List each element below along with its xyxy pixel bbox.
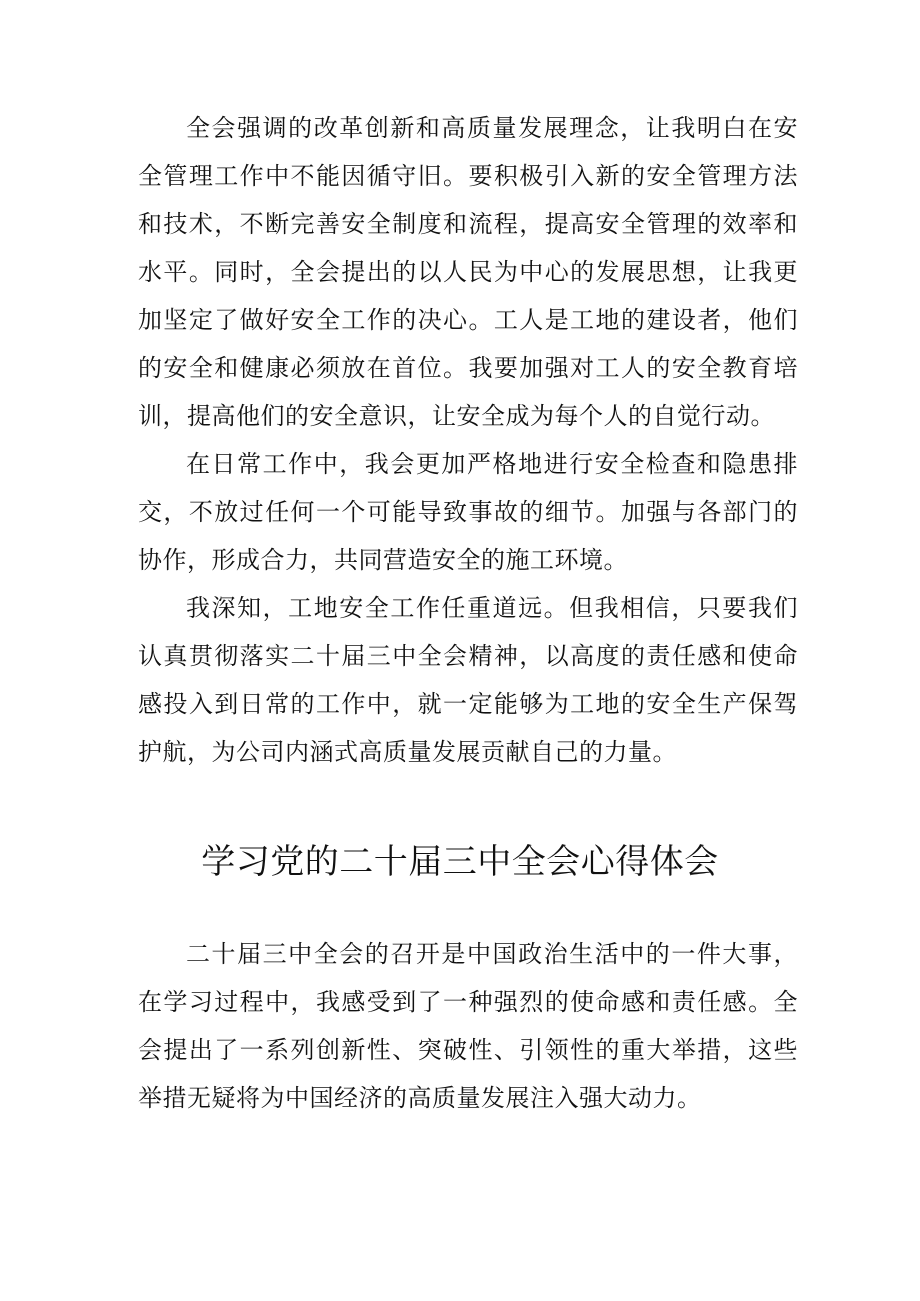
paragraph-plenum-significance: 二十届三中全会的召开是中国政治生活中的一件大事，在学习过程中，我感受到了一种强烈的使命感和责任感。全会提出了一系列创新性、突破性、引领性的重大举措，这些举措无疑将为中国经济的高质量发展注入强大动力。 xyxy=(138,940,798,1112)
top-text-block xyxy=(138,104,798,776)
paragraph-conclusion: 我深知，工地安全工作任重道远。但我相信，只要我们认真贯彻落实二十届三中全会精神，以高度的责任感和使命感投入到日常的工作中，就一定能够为工地的安全生产保驾护航，为公司内涵式高质量发展贡献自己的力量。 xyxy=(138,594,798,766)
paragraph-daily-work: 在日常工作中，我会更加严格地进行安全检查和隐患排交，不放过任何一个可能导致事故的细节。加强与各部门的协作，形成合力，共同营造安全的施工环境。 xyxy=(138,450,798,574)
bottom-text-block xyxy=(138,930,798,1122)
section-heading: 学习党的二十届三中全会心得体会 xyxy=(201,842,719,882)
paragraph-reform-innovation: 全会强调的改革创新和高质量发展理念，让我明白在安全管理工作中不能因循守旧。要积极引入新的安全管理方法和技术，不断完善安全制度和流程，提高安全管理的效率和水平。同时，全会提出的以人民为中心的发展思想，让我更加坚定了做好安全工作的决心。工人是工地的建设者，他们的安全和健康必须放在首位。我要加强对工人的安全教育培训，提高他们的安全意识，让安全成为每个人的自觉行动。 xyxy=(138,114,798,430)
